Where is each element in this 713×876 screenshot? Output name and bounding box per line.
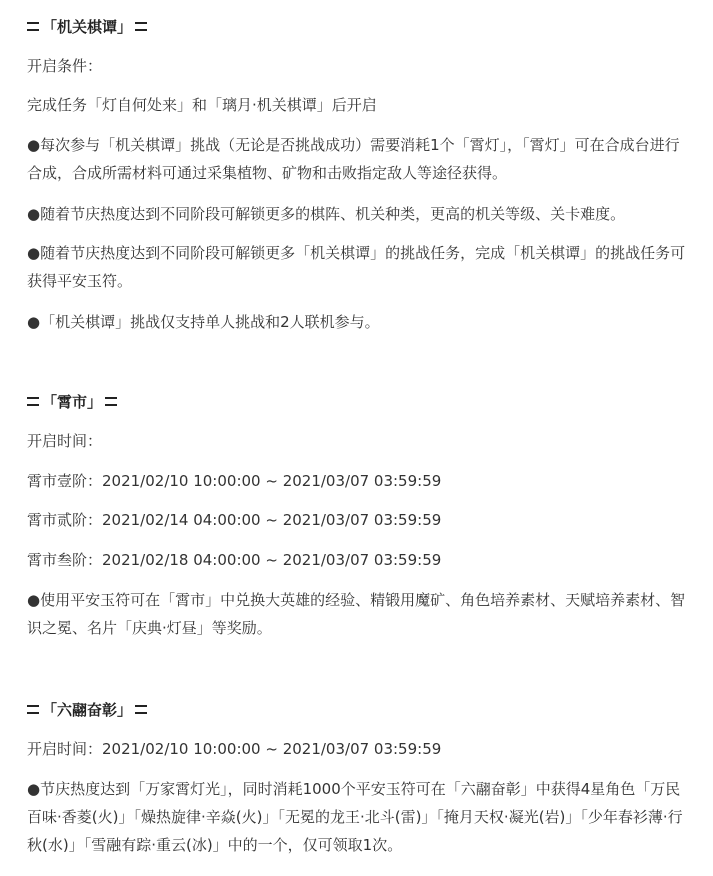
- section-heading-jiguan: [27, 16, 147, 36]
- bullet-item: ●节庆热度达到「万家霄灯光」，同时消耗1000个平安玉符可在「六翮奋彰」中获得4星角色「万民百味·香菱(火)」「燥热旋律·辛焱(火)」「无冕的龙王·北斗(雷)」「掩月天权·凝光(岩)」「少年春衫薄·行秋(水)」「雪融有踪·重云(冰)」中的一个，仅可领取1次。: [27, 780, 683, 854]
- heading-decoration-icon: [27, 705, 39, 714]
- open-condition-label: 开启条件：: [27, 57, 103, 75]
- stage-time: 霄市贰阶：2021/02/14 04:00:00 ~ 2021/03/07 03:59:59: [27, 511, 442, 529]
- open-time-label: 开启时间：: [27, 432, 103, 450]
- section-title: 「六翮奋彰」: [42, 700, 133, 719]
- bullet-item: ●使用平安玉符可在「霄市」中兑换大英雄的经验、精锻用魔矿、角色培养素材、天赋培养素材、智识之冕、名片「庆典·灯昼」等奖励。: [27, 591, 686, 637]
- bullet-item: ●随着节庆热度达到不同阶段可解锁更多「机关棋谭」的挑战任务，完成「机关棋谭」的挑战任务可获得平安玉符。: [27, 244, 686, 290]
- section-heading-liuhe: [27, 699, 147, 719]
- open-condition-text: 完成任务「灯自何处来」和「璃月·机关棋谭」后开启: [27, 96, 377, 114]
- open-time-text: 开启时间：2021/02/10 10:00:00 ~ 2021/03/07 03:59:59: [27, 740, 442, 758]
- bullet-item: ●随着节庆热度达到不同阶段可解锁更多的棋阵、机关种类，更高的机关等级、关卡难度。: [27, 205, 626, 223]
- bullet-item: ●「机关棋谭」挑战仅支持单人挑战和2人联机参与。: [27, 313, 380, 331]
- heading-decoration-icon: [27, 22, 39, 31]
- heading-decoration-icon: [105, 397, 117, 406]
- section-heading-xiaoshi: [27, 391, 117, 411]
- stage-time: 霄市壹阶：2021/02/10 10:00:00 ~ 2021/03/07 03:59:59: [27, 472, 442, 490]
- heading-decoration-icon: [135, 705, 147, 714]
- section-title: 「机关棋谭」: [42, 17, 133, 36]
- section-title: 「霄市」: [42, 392, 103, 411]
- bullet-item: ●每次参与「机关棋谭」挑战（无论是否挑战成功）需要消耗1个「霄灯」，「霄灯」可在合成台进行合成，合成所需材料可通过采集植物、矿物和击败指定敌人等途径获得。: [27, 136, 680, 182]
- heading-decoration-icon: [27, 397, 39, 406]
- heading-decoration-icon: [135, 22, 147, 31]
- stage-time: 霄市叁阶：2021/02/18 04:00:00 ~ 2021/03/07 03:59:59: [27, 551, 442, 569]
